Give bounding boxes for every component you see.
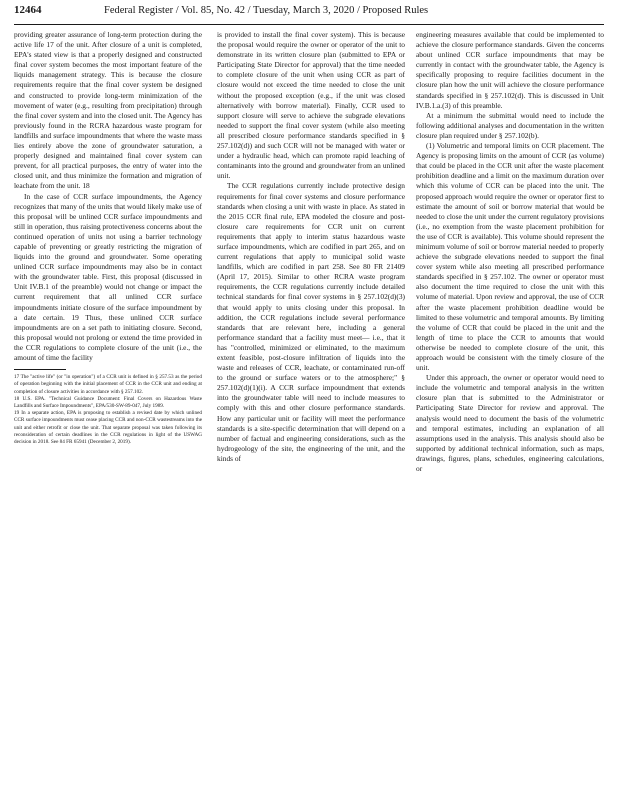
column-1 xyxy=(14,30,202,446)
page-number: 12464 xyxy=(14,4,42,16)
paragraph: engineering measures available that could be implemented to achieve the closure performance standards. Given the concerns about unlined CCR surface impoundments that may be currently in contact with the groundwater table, the Agency is specifically proposing to require facilities document in the closure plan how the unit will achieve the closure performance standards specified in § 257.102(d). This is discussed in Unit IV.B.1.a.(3) of this preamble. xyxy=(416,30,604,110)
running-head: Federal Register / Vol. 85, No. 42 / Tuesday, March 3, 2020 / Proposed Rules xyxy=(104,5,429,16)
column-3 xyxy=(416,30,604,474)
paragraph: (1) Volumetric and temporal limits on CCR placement. The Agency is proposing limits on the amount of CCR (as volume) that could be placed in the CCR unit after the waste placement prohibition deadline and a limit on the maximum duration over which this volume of CCR can be placed into the unit. The proposed approach would require the owner or operator first to estimate the amount of soil or borrow material that would be needed to close the unit under the current regulatory provisions (i.e., no exemption from the waste placement prohibition for the use of CCR is available). This volume should represent the minimum volume of soil or borrow material needed to properly achieve the subgrade elevations needed to support the final cover system while also meeting all prescribed performance standards specified in § 257.102. The owner or operator must also document the time required to close the unit with this volume of material. Upon review and approval, the use of CCR after the waste placement prohibition deadline would be limited to these volumetric and temporal amounts. By limiting the volume of CCR that could be placed in the unit and the length of time to place the CCR to amounts that would otherwise be needed to complete closure of the unit, this approach would be consistent with the timely closure of the unit. xyxy=(416,141,604,373)
paragraph: is provided to install the final cover system). This is because the proposal would require the owner or operator of the unit to demonstrate in its written closure plan (submitted to EPA or Participating State Director for approval) that the time needed to complete closure of the unit when using CCR as part of closure would not exceed the time needed to close the unit without the proposed exception (e.g., if the unit was closed alternatively with borrow material). Finally, CCR used to support closure will serve to achieve the subgrade elevations needed to support the final cover system (while also meeting all prescribed closure performance standards specified in § 257.102(d)) and such CCR will not be managed with water or under a hydraulic head, which can promote rapid leaching of contaminants into the ground and groundwater from an unlined unit. xyxy=(217,30,405,181)
footnote-17: 17 The "active life" (or "in operation") of a CCR unit is defined in § 257.53 as the period of operation beginning with the initial placement of CCR in the CCR unit and ending at completion of closure activities in accordance with § 257.102. xyxy=(14,374,202,395)
footnote-19: 19 In a separate action, EPA is proposing to establish a revised date by which unlined CCR surface impoundments must cease placing CCR and non-CCR wastestreams into the unit and either retrofit or close the unit. That separate proposal was taken following its reconsideration of certain deadlines in the CCR regulations in light of the USWAG decision in 2018. See 84 FR 65941 (December 2, 2019). xyxy=(14,410,202,445)
header-rule xyxy=(14,24,604,25)
paragraph: At a minimum the submittal would need to include the following additional analyses and documentation in the written closure plan required under § 257.102(b). xyxy=(416,110,604,140)
paragraph: The CCR regulations currently include protective design requirements for final cover systems and closure performance standards when closing a unit with waste in place. As stated in the 2015 CCR final rule, EPA modeled the closure and post-closure care requirements for CCR unit on current requirements that apply to interim status hazardous waste surface impoundments, which are codified in part 265, and on current regulations that apply to municipal solid waste landfills, which are codified in part 258. See 80 FR 21409 (April 17, 2015). Similar to other RCRA waste program requirements, the CCR regulations currently include detailed technical standards for final cover systems in § 257.102(d)(3) that would apply to units closing under this proposal. In addition, the CCR regulations include several performance standards that are relevant here, including a general performance standard that a facility must meet— i.e., that it has "controlled, minimized or eliminated, to the maximum extent feasible, post-closure infiltration of liquids into the waste and releases of CCR, leachate, or contaminated run-off to the ground or surface waters or to the atmosphere;" § 257.102(d)(1)(i). A CCR surface impoundment that extends into the groundwater table will need to include measures to comply with this and other closure performance standards. How any particular unit or facility will meet the performance standards is a site-specific determination that will depend on a number of factual and engineering considerations, such as the hydrogeology of the site, the engineering of the unit, and the kinds of xyxy=(217,181,405,463)
paragraph: providing greater assurance of long-term protection during the active life 17 of the unit. After closure of a unit is completed, EPA's stated view is that a properly designed and constructed final cover system becomes the most important feature of the liquids management strategy. This is because the closure requirements require that the final cover system be designed and constructed to provide long-term minimization of the movement of water (e.g., resulting from precipitation) through the final cover system and into the closed unit. The Agency has previously found in the RCRA hazardous waste program for landfills and surface impoundments that where the waste mass lies entirely above the zone of groundwater saturation, a properly designed and maintained final cover system can prevent, for all practical purposes, the entry of water into the closed unit, and thus minimize the formation and migration of leachate from the unit. 18 xyxy=(14,30,202,191)
page-header xyxy=(14,4,604,22)
paragraph: Under this approach, the owner or operator would need to include the volumetric and temporal analysis in the written closure plan that is submitted to the Administrator or Participating State Director for review and approval. The analysis would need to document the basis of the volumetric and temporal estimates, including an explanation of all assumptions used in the analysis. This analysis should also be supported by additional technical information, such as maps, drawings, figures, plans, schedules, engineering calculations, or xyxy=(416,373,604,474)
paragraph: In the case of CCR surface impoundments, the Agency recognizes that many of the units that would likely make use of this proposal will be unlined CCR surface impoundments and still in operation, thus raising protectiveness concerns about the continued operation of units not using a barrier technology capable of preventing or greatly restricting the migration of liquids into the ground and groundwater. Some operating unlined CCR surface impoundments may also be in contact with the groundwater table. First, this proposal (discussed in Unit IV.B.1 of the preamble) would not change or impact the current requirement that all unlined CCR surface impoundments initiate closure of the surface impoundment by a date certain. 19 Thus, these unlined CCR surface impoundments are on a set path to initiating closure. Second, this proposal would not prolong or extend the time provided in the CCR regulations to complete closure of the unit (i.e., the amount of time the facility xyxy=(14,191,202,362)
column-2 xyxy=(217,30,405,464)
footnote-18: 18 U.S. EPA. "Technical Guidance Document: Final Covers on Hazardous Waste Landfills and Surface Impoundments", EPA/530-SW-89-047, July 1989. xyxy=(14,395,202,409)
footnote-rule xyxy=(14,369,66,370)
